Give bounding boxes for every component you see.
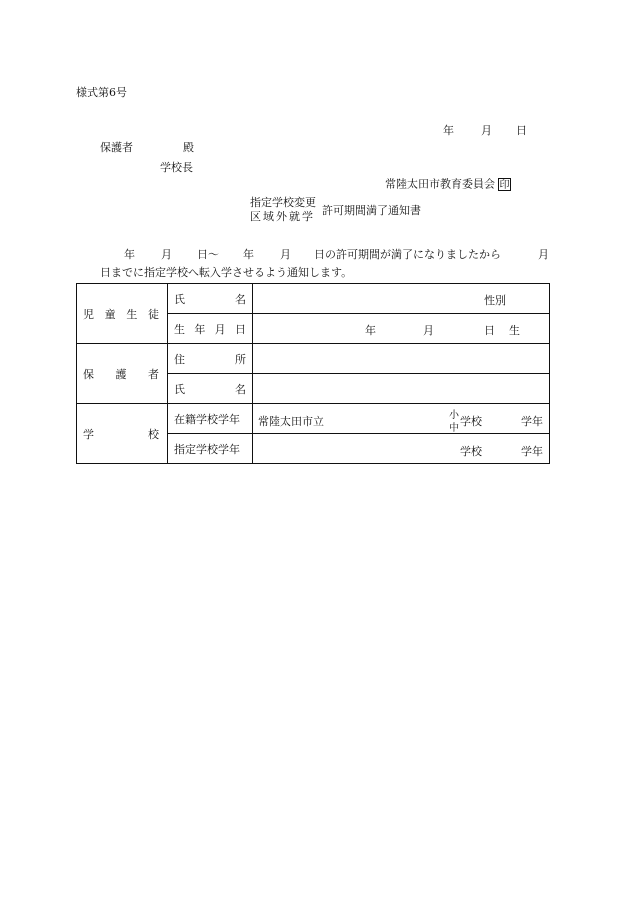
seal-stamp: 印 (499, 180, 510, 191)
gender-label: 性別 (484, 294, 506, 307)
guardian-address-field[interactable] (253, 344, 550, 374)
guardian-name-label: 氏 名 (168, 374, 253, 404)
body-month2: 月 (280, 248, 291, 261)
student-name-field[interactable] (253, 284, 550, 314)
city-school: 常陸太田市立 (258, 415, 324, 428)
designated-school-field[interactable] (253, 434, 550, 464)
body-year2: 年 (243, 248, 254, 261)
issuer (385, 178, 511, 191)
recipient-principal: 学校長 (160, 161, 193, 174)
body-month3: 月 (538, 248, 549, 261)
title-line2: 区域外就学 (250, 210, 315, 223)
enrolled-grade-word: 学年 (521, 415, 543, 428)
student-name-label: 氏 名 (168, 284, 253, 314)
enrolled-school-row (77, 404, 550, 434)
school-header: 学 校 (77, 404, 168, 464)
guardian-header: 保 護 者 (77, 344, 168, 404)
enrolled-school-label: 在籍学校学年 (168, 404, 253, 434)
junior-option: 中 (449, 423, 459, 434)
guardian-address-label: 住 所 (168, 344, 253, 374)
designated-school-label: 指定学校学年 (168, 434, 253, 464)
birth-day: 日 (484, 324, 495, 337)
student-birth-field[interactable] (253, 314, 550, 344)
student-birth-label: 生 年 月 日 (168, 314, 253, 344)
elementary-option: 小 (449, 410, 459, 421)
body-month1: 月 (161, 248, 172, 261)
student-name-row (77, 284, 550, 314)
issuer-name: 常陸太田市教育委員会 (385, 177, 495, 191)
notice-table (76, 283, 550, 464)
enrolled-school-word: 学校 (460, 415, 482, 428)
designated-grade-word: 学年 (521, 445, 543, 458)
recipient-honorific: 殿 (183, 141, 194, 154)
title-suffix: 許可期間満了通知書 (322, 204, 421, 217)
guardian-address-row (77, 344, 550, 374)
body-line2: 日までに指定学校へ転入学させるよう通知します。 (100, 266, 353, 279)
body-year1: 年 (124, 248, 135, 261)
designated-school-word: 学校 (460, 445, 482, 458)
body-day1: 日〜 (197, 248, 219, 261)
birth-year: 年 (365, 324, 376, 337)
enrolled-school-field[interactable] (253, 404, 550, 434)
guardian-name-field[interactable] (253, 374, 550, 404)
form-number: 様式第6号 (76, 86, 127, 99)
body-text1: 日の許可期間が満了になりましたから (314, 248, 501, 261)
birth-month: 月 (423, 324, 434, 337)
date-day: 日 (516, 124, 527, 137)
recipient-guardian: 保護者 (100, 141, 133, 154)
birth-suffix: 生 (509, 324, 520, 337)
student-header: 児 童 生 徒 (77, 284, 168, 344)
date-month: 月 (481, 124, 492, 137)
date-year: 年 (443, 124, 454, 137)
title-line1: 指定学校変更 (250, 196, 316, 209)
